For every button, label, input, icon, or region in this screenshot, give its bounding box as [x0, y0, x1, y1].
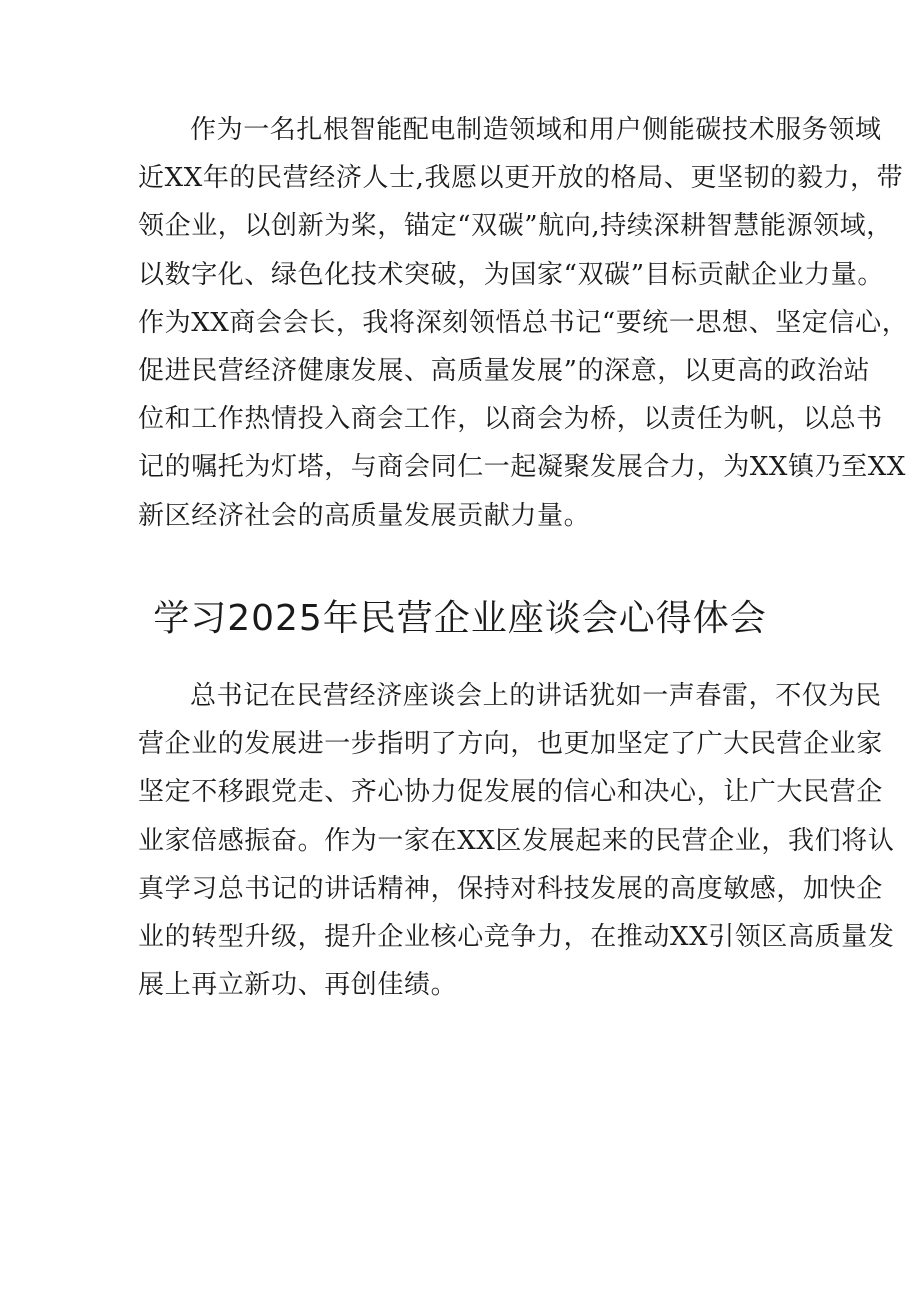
paragraph-line: 真学习总书记的讲话精神，保持对科技发展的高度敏感，加快企: [138, 873, 883, 904]
paragraph-line: 展上再立新功、再创佳绩。: [138, 970, 458, 1001]
paragraph-line: 作为一名扎根智能配电制造领域和用户侧能碳技术服务领域: [190, 115, 882, 145]
paragraph-line: 营企业的发展进一步指明了方向，也更加坚定了广大民营企业家: [138, 729, 883, 760]
paragraph-1: [138, 106, 909, 540]
paragraph-line: 位和工作热情投入商会工作，以商会为桥，以责任为帆，以总书: [138, 404, 883, 435]
paragraph-line: 记的嘱托为灯塔，与商会同仁一起凝聚发展合力，为XX镇乃至XX: [138, 452, 907, 483]
paragraph-line: 新区经济社会的高质量发展贡献力量。: [138, 500, 591, 531]
document-title: 学习2025年民营企业座谈会心得体会: [153, 598, 767, 639]
paragraph-line: 业的转型升级，提升企业核心竞争力，在推动XX引领区高质量发: [138, 921, 895, 952]
paragraph-line: 促进民营经济健康发展、高质量发展”的深意，以更高的政治站: [138, 355, 871, 386]
paragraph-line: 以数字化、绿色化技术突破，为国家“双碳”目标贡献企业力量。: [138, 259, 884, 290]
paragraph-line: 总书记在民营经济座谈会上的讲话犹如一声春雷，不仅为民: [190, 681, 882, 711]
paragraph-line: 作为XX商会会长，我将深刻领悟总书记“要统一思想、坚定信心，: [138, 307, 909, 338]
paragraph-2: [138, 672, 895, 1009]
paragraph-line: 近XX年的民营经济人士,我愿以更开放的格局、更坚韧的毅力，带: [138, 163, 904, 194]
paragraph-line: 坚定不移跟党走、齐心协力促发展的信心和决心，让广大民营企: [138, 777, 883, 808]
paragraph-line: 业家倍感振奋。作为一家在XX区发展起来的民营企业，我们将认: [138, 825, 895, 856]
paragraph-line: 领企业，以创新为桨，锚定“双碳”航向,持续深耕智慧能源领域，: [138, 211, 893, 242]
